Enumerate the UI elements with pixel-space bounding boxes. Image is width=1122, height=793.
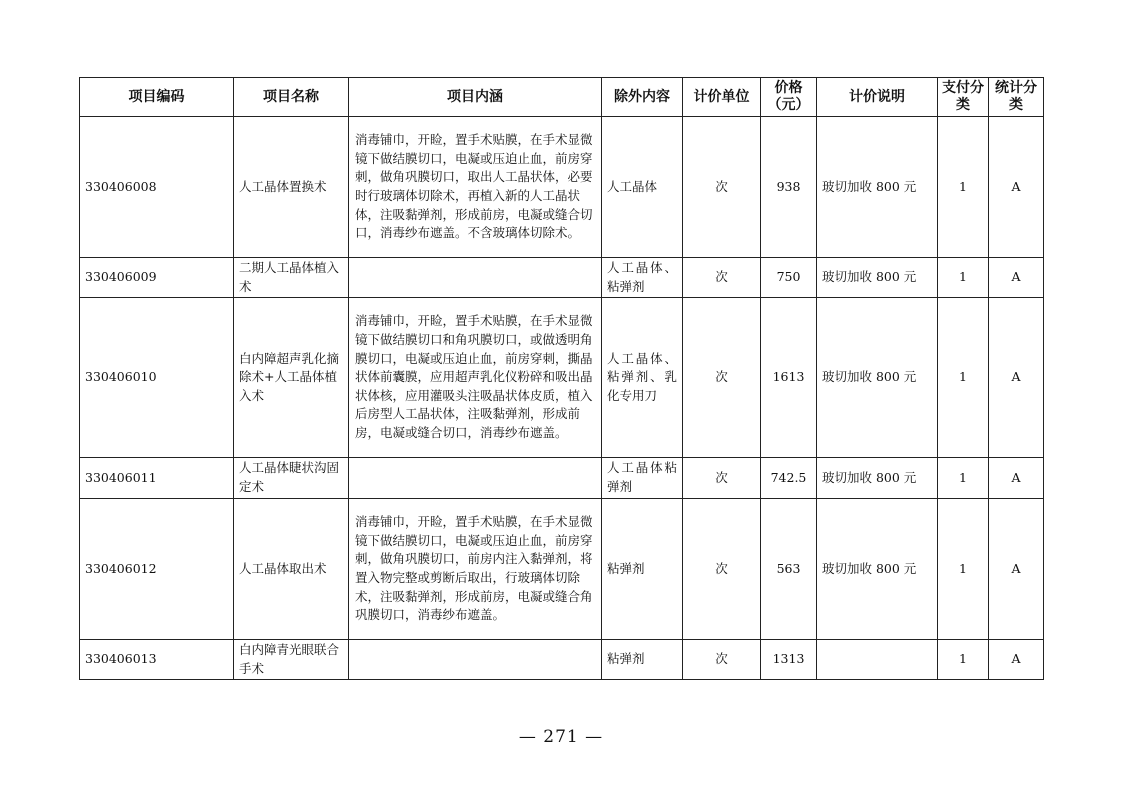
header-excluded: 除外内容 [602,78,683,117]
header-content: 项目内涵 [349,78,602,117]
cell-content [349,258,602,298]
table-row [80,117,1044,258]
cell-code: 330406011 [80,458,234,499]
table-row [80,458,1044,499]
cell-content: 消毒铺巾，开睑，置手术贴膜，在手术显微镜下做结膜切口，电凝或压迫止血，前房穿刺，做角巩膜切口，前房内注入黏弹剂，将置入物完整或剪断后取出，行玻璃体切除术，注吸黏弹剂，形成前房，电凝或缝合角巩膜切口，消毒纱布遮盖。 [349,499,602,640]
cell-code: 330406010 [80,298,234,458]
cell-unit: 次 [683,640,761,680]
header-unit: 计价单位 [683,78,761,117]
cell-unit: 次 [683,298,761,458]
cell-code: 330406012 [80,499,234,640]
cell-stat: A [989,117,1044,258]
cell-note: 玻切加收 800 元 [817,258,938,298]
cell-name: 白内障青光眼联合手术 [234,640,349,680]
cell-payment: 1 [938,298,989,458]
cell-note [817,640,938,680]
cell-price: 1313 [761,640,817,680]
cell-content: 消毒铺巾，开睑，置手术贴膜，在手术显微镜下做结膜切口，电凝或压迫止血，前房穿刺，做角巩膜切口，取出人工晶状体，必要时行玻璃体切除术，再植入新的人工晶状体，注吸黏弹剂，形成前房，电凝或缝合切口，消毒纱布遮盖。不含玻璃体切除术。 [349,117,602,258]
cell-payment: 1 [938,258,989,298]
cell-unit: 次 [683,458,761,499]
page-number: — 271 — [518,727,604,747]
cell-name: 人工晶体取出术 [234,499,349,640]
cell-content: 消毒铺巾，开睑，置手术贴膜，在手术显微镜下做结膜切口和角巩膜切口，或做透明角膜切口，电凝或压迫止血，前房穿刺，撕晶状体前囊膜，应用超声乳化仪粉碎和吸出晶状体核，应用灌吸头注吸晶状体皮质，植入后房型人工晶状体，注吸黏弹剂，形成前房，电凝或缝合切口，消毒纱布遮盖。 [349,298,602,458]
cell-note: 玻切加收 800 元 [817,458,938,499]
cell-code: 330406008 [80,117,234,258]
table-row [80,298,1044,458]
cell-price: 938 [761,117,817,258]
cell-name: 白内障超声乳化摘除术+人工晶体植入术 [234,298,349,458]
cell-price: 563 [761,499,817,640]
cell-excluded: 粘弹剂 [602,640,683,680]
cell-stat: A [989,640,1044,680]
cell-content [349,458,602,499]
cell-excluded: 人工晶体、粘弹剂 [602,258,683,298]
cell-excluded: 人工晶体粘弹剂 [602,458,683,499]
cell-unit: 次 [683,499,761,640]
cell-stat: A [989,458,1044,499]
cell-payment: 1 [938,458,989,499]
cell-code: 330406013 [80,640,234,680]
cell-note: 玻切加收 800 元 [817,499,938,640]
header-payment: 支付分类 [938,78,989,117]
cell-payment: 1 [938,640,989,680]
cell-payment: 1 [938,499,989,640]
header-name: 项目名称 [234,78,349,117]
table-row [80,499,1044,640]
table-row [80,258,1044,298]
cell-note: 玻切加收 800 元 [817,117,938,258]
cell-excluded: 人工晶体、粘弹剂、乳化专用刀 [602,298,683,458]
cell-unit: 次 [683,258,761,298]
cell-name: 人工晶体置换术 [234,117,349,258]
cell-excluded: 人工晶体 [602,117,683,258]
cell-content [349,640,602,680]
cell-price: 742.5 [761,458,817,499]
cell-price: 750 [761,258,817,298]
cell-payment: 1 [938,117,989,258]
cell-name: 二期人工晶体植入术 [234,258,349,298]
cell-price: 1613 [761,298,817,458]
price-table [79,77,1044,680]
cell-stat: A [989,298,1044,458]
header-price: 价格（元） [761,78,817,117]
cell-stat: A [989,258,1044,298]
cell-note: 玻切加收 800 元 [817,298,938,458]
cell-code: 330406009 [80,258,234,298]
header-stat: 统计分类 [989,78,1044,117]
header-row [80,78,1044,117]
cell-stat: A [989,499,1044,640]
cell-name: 人工晶体睫状沟固定术 [234,458,349,499]
header-code: 项目编码 [80,78,234,117]
cell-excluded: 粘弹剂 [602,499,683,640]
table-row [80,640,1044,680]
cell-unit: 次 [683,117,761,258]
header-note: 计价说明 [817,78,938,117]
